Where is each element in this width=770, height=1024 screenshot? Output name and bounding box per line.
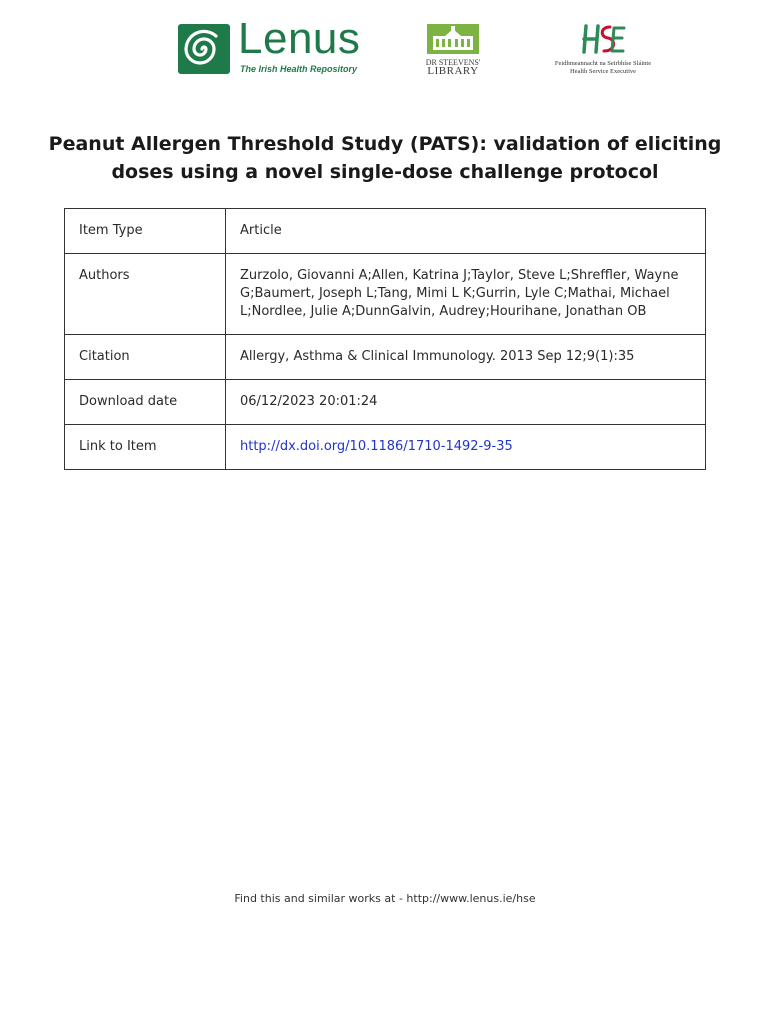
hse-logo (548, 22, 658, 82)
lenus-logo (178, 14, 363, 78)
lenus-tagline: The Irish Health Repository (240, 64, 358, 74)
item-type-label: Item Type (65, 209, 226, 254)
stevens-line2: LIBRARY (427, 65, 479, 77)
lenus-spiral-icon (178, 24, 230, 74)
table-row (65, 380, 706, 425)
table-row (65, 209, 706, 254)
authors-label: Authors (65, 254, 226, 335)
document-title: Peanut Allergen Threshold Study (PATS): validation of eliciting doses using a novel single-dose challenge protocol (48, 133, 722, 183)
stevens-library-logo (423, 24, 483, 82)
citation-label: Citation (65, 335, 226, 380)
library-building-icon (427, 24, 479, 54)
hse-subtitle-english: Health Service Executive (569, 67, 637, 75)
item-doi-link[interactable]: http://dx.doi.org/10.1186/1710-1492-9-35 (240, 439, 513, 454)
header-logos (0, 14, 770, 88)
footer-text: Find this and similar works at - http://www.lenus.ie/hse (234, 892, 536, 905)
stevens-line1: DR STEEVENS' (425, 58, 481, 67)
lenus-wordmark: Lenus (238, 14, 361, 63)
hse-mark-icon (578, 22, 628, 56)
authors-value: Zurzolo, Giovanni A;Allen, Katrina J;Taylor, Steve L;Shreffler, Wayne G;Baumert, Joseph L;Tang, Mimi L K;Gurrin, Lyle C;Mathai, Michael L;Nordlee, Julie A;DunnGalvin, Audrey;Hourihane, Jonathan OB (226, 254, 706, 335)
table-row (65, 335, 706, 380)
link-to-item-label: Link to Item (65, 425, 226, 470)
item-type-value: Article (226, 209, 706, 254)
table-row (65, 425, 706, 470)
download-date-label: Download date (65, 380, 226, 425)
download-date-value: 06/12/2023 20:01:24 (226, 380, 706, 425)
citation-value: Allergy, Asthma & Clinical Immunology. 2013 Sep 12;9(1):35 (226, 335, 706, 380)
table-row (65, 254, 706, 335)
hse-subtitle-irish: Feidhmeannacht na Seirbhíse Sláinte (554, 60, 652, 67)
metadata-table (64, 208, 706, 470)
